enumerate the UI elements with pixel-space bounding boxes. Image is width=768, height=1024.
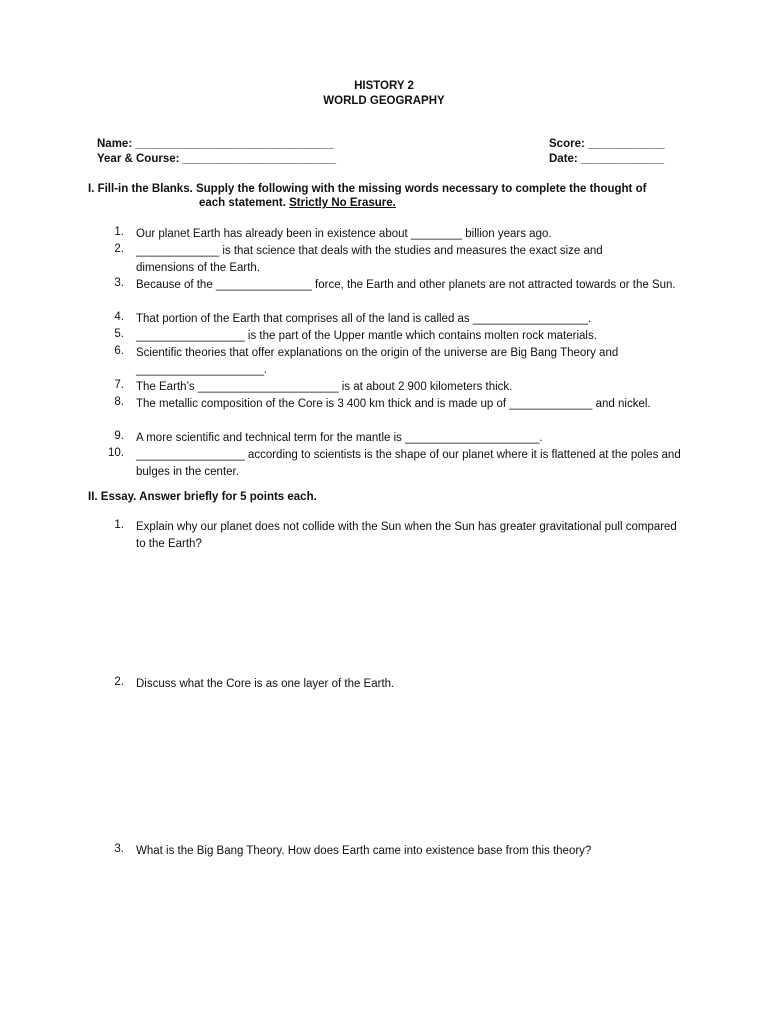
question-number: 4. bbox=[114, 311, 124, 323]
question-number: 9. bbox=[114, 430, 124, 442]
no-erasure-instruction: Strictly No Erasure. bbox=[289, 197, 396, 209]
question-number: 5. bbox=[114, 328, 124, 340]
question-text: That portion of the Earth that comprises all of the land is called as __________________. bbox=[136, 313, 592, 325]
essay-number: 2. bbox=[114, 676, 124, 688]
essay-question-text: Explain why our planet does not collide with the Sun when the Sun has greater gravitational pull compared to the Earth? bbox=[136, 521, 677, 550]
essay-question-text: Discuss what the Core is as one layer of the Earth. bbox=[136, 678, 395, 690]
question-text: The Earth’s ______________________ is at about 2 900 kilometers thick. bbox=[136, 381, 513, 393]
question-text: _________________ is the part of the Upper mantle which contains molten rock materials. bbox=[136, 330, 597, 342]
essay-number: 3. bbox=[114, 843, 124, 855]
question-text: The metallic composition of the Core is 3 400 km thick and is made up of _____________ and nickel. bbox=[136, 398, 651, 410]
question-text: _________________ according to scientists is the shape of our planet where it is flattened at the poles and bulges in the center. bbox=[136, 449, 681, 478]
question-number: 1. bbox=[114, 226, 124, 238]
name-field: Name: _______________________________ bbox=[97, 138, 334, 150]
question-number: 10. bbox=[108, 447, 124, 459]
question-number: 2. bbox=[114, 243, 124, 255]
question-number: 8. bbox=[114, 396, 124, 408]
section1-heading-cont bbox=[199, 197, 396, 209]
question-text: Scientific theories that offer explanations on the origin of the universe are Big Bang Theory and ____________________. bbox=[136, 347, 619, 376]
section2-heading: II. Essay. Answer briefly for 5 points each. bbox=[88, 491, 317, 503]
essay-question-text: What is the Big Bang Theory. How does Earth came into existence base from this theory? bbox=[136, 845, 592, 857]
year-course-field: Year & Course: ________________________ bbox=[97, 153, 337, 165]
course-title: HISTORY 2 bbox=[354, 80, 414, 92]
subject-title: WORLD GEOGRAPHY bbox=[323, 95, 445, 107]
score-field: Score: ____________ bbox=[549, 138, 665, 150]
question-number: 3. bbox=[114, 277, 124, 289]
question-text: Our planet Earth has already been in existence about ________ billion years ago. bbox=[136, 228, 552, 240]
question-text: _____________ is that science that deals with the studies and measures the exact size and dimensions of the Earth. bbox=[136, 245, 603, 274]
date-field: Date: _____________ bbox=[549, 153, 665, 165]
question-number: 7. bbox=[114, 379, 124, 391]
essay-number: 1. bbox=[114, 519, 124, 531]
question-number: 6. bbox=[114, 345, 124, 357]
section1-heading: I. Fill-in the Blanks. Supply the following with the missing words necessary to complete the thought of bbox=[88, 183, 647, 195]
question-text: A more scientific and technical term for the mantle is _____________________. bbox=[136, 432, 543, 444]
question-text: Because of the _______________ force, the Earth and other planets are not attracted towards or the Sun. bbox=[136, 279, 676, 291]
section1-heading-cont-text: each statement. bbox=[199, 197, 286, 209]
